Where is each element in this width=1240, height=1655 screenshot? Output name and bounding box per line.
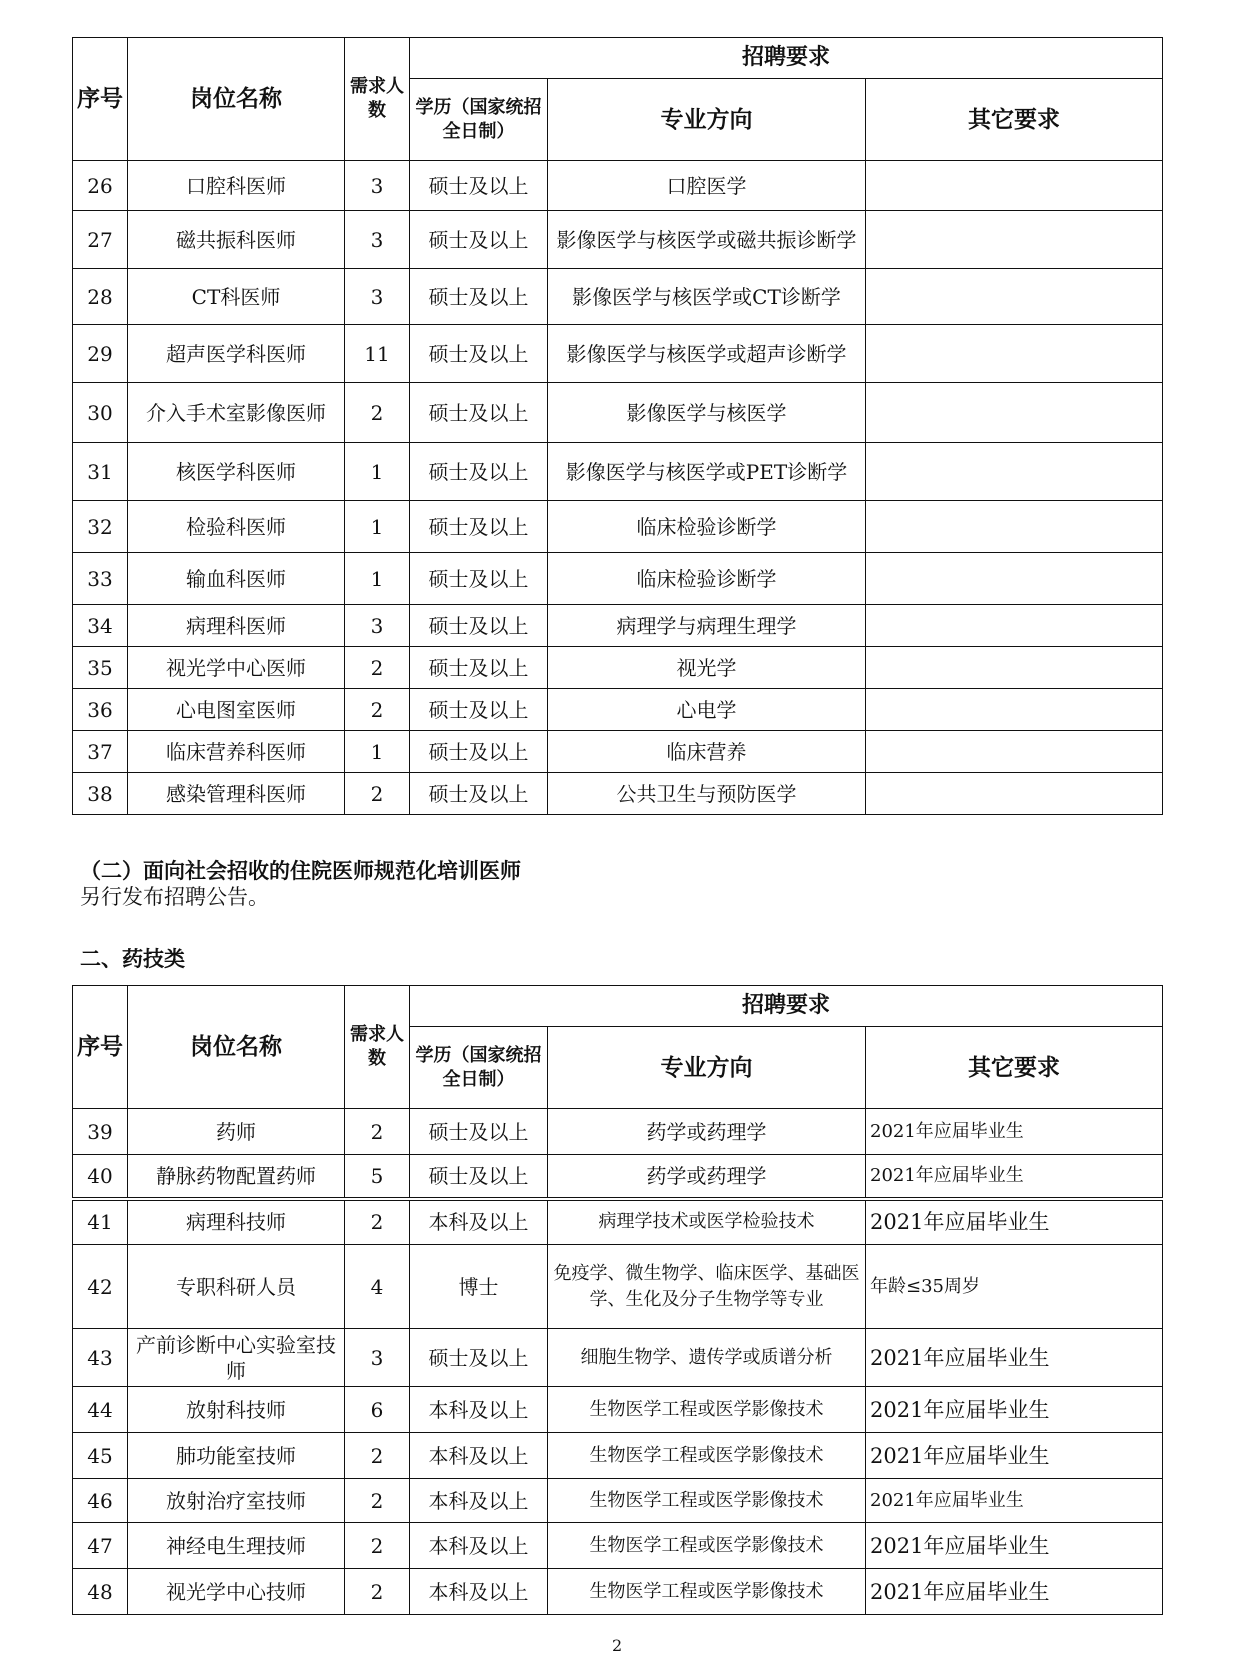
cell-seq: 29 bbox=[73, 325, 128, 383]
cell-education: 博士 bbox=[410, 1245, 548, 1329]
subsection-text: 另行发布招聘公告。 bbox=[80, 885, 269, 909]
cell-other bbox=[866, 443, 1163, 501]
cell-other bbox=[866, 553, 1163, 605]
cell-education: 硕士及以上 bbox=[410, 501, 548, 553]
cell-other bbox=[866, 325, 1163, 383]
cell-major: 生物医学工程或医学影像技术 bbox=[548, 1569, 866, 1615]
cell-other bbox=[866, 211, 1163, 269]
cell-seq: 41 bbox=[73, 1199, 128, 1245]
cell-seq: 31 bbox=[73, 443, 128, 501]
cell-major: 病理学与病理生理学 bbox=[548, 605, 866, 647]
cell-education: 硕士及以上 bbox=[410, 689, 548, 731]
cell-other bbox=[866, 773, 1163, 815]
table-row bbox=[73, 443, 1163, 501]
cell-seq: 38 bbox=[73, 773, 128, 815]
table-row bbox=[73, 1523, 1163, 1569]
cell-count: 3 bbox=[345, 211, 410, 269]
table-row bbox=[73, 211, 1163, 269]
cell-education: 硕士及以上 bbox=[410, 553, 548, 605]
table-row bbox=[73, 1433, 1163, 1479]
cell-position: 药师 bbox=[128, 1109, 345, 1155]
cell-other bbox=[866, 605, 1163, 647]
cell-position: 临床营养科医师 bbox=[128, 731, 345, 773]
cell-count: 2 bbox=[345, 1569, 410, 1615]
cell-count: 2 bbox=[345, 1109, 410, 1155]
table-row bbox=[73, 1479, 1163, 1523]
cell-education: 硕士及以上 bbox=[410, 605, 548, 647]
header-seq: 序号 bbox=[73, 38, 128, 161]
cell-major: 生物医学工程或医学影像技术 bbox=[548, 1523, 866, 1569]
cell-major: 生物医学工程或医学影像技术 bbox=[548, 1479, 866, 1523]
cell-other: 2021年应届毕业生 bbox=[866, 1199, 1163, 1245]
table-row bbox=[73, 1199, 1163, 1245]
table-row bbox=[73, 1329, 1163, 1387]
cell-count: 4 bbox=[345, 1245, 410, 1329]
cell-count: 3 bbox=[345, 1329, 410, 1387]
cell-other: 2021年应届毕业生 bbox=[866, 1155, 1163, 1199]
header-position: 岗位名称 bbox=[128, 38, 345, 161]
page-number: 2 bbox=[612, 1636, 623, 1655]
cell-count: 2 bbox=[345, 1433, 410, 1479]
cell-major: 免疫学、微生物学、临床医学、基础医学、生化及分子生物学等专业 bbox=[548, 1245, 866, 1329]
cell-major: 临床营养 bbox=[548, 731, 866, 773]
table-row bbox=[73, 1109, 1163, 1155]
cell-other bbox=[866, 269, 1163, 325]
cell-other: 2021年应届毕业生 bbox=[866, 1387, 1163, 1433]
cell-position: CT科医师 bbox=[128, 269, 345, 325]
cell-count: 2 bbox=[345, 689, 410, 731]
header-requirements: 招聘要求 bbox=[410, 986, 1163, 1027]
table-row bbox=[73, 1569, 1163, 1615]
section2-title: 二、药技类 bbox=[80, 947, 185, 971]
cell-major: 药学或药理学 bbox=[548, 1155, 866, 1199]
header-seq: 序号 bbox=[73, 986, 128, 1109]
cell-major: 公共卫生与预防医学 bbox=[548, 773, 866, 815]
cell-position: 产前诊断中心实验室技师 bbox=[128, 1329, 345, 1387]
cell-count: 3 bbox=[345, 161, 410, 211]
cell-education: 硕士及以上 bbox=[410, 1329, 548, 1387]
cell-seq: 43 bbox=[73, 1329, 128, 1387]
recruitment-table-technicians bbox=[72, 985, 1163, 1615]
table-row bbox=[73, 1245, 1163, 1329]
cell-education: 硕士及以上 bbox=[410, 1109, 548, 1155]
cell-position: 病理科技师 bbox=[128, 1199, 345, 1245]
table-row bbox=[73, 647, 1163, 689]
cell-position: 神经电生理技师 bbox=[128, 1523, 345, 1569]
cell-position: 专职科研人员 bbox=[128, 1245, 345, 1329]
cell-count: 2 bbox=[345, 1199, 410, 1245]
cell-seq: 36 bbox=[73, 689, 128, 731]
cell-position: 放射治疗室技师 bbox=[128, 1479, 345, 1523]
cell-count: 2 bbox=[345, 1479, 410, 1523]
cell-count: 1 bbox=[345, 553, 410, 605]
cell-other: 2021年应届毕业生 bbox=[866, 1433, 1163, 1479]
cell-major: 临床检验诊断学 bbox=[548, 553, 866, 605]
cell-major: 生物医学工程或医学影像技术 bbox=[548, 1433, 866, 1479]
cell-major: 临床检验诊断学 bbox=[548, 501, 866, 553]
cell-seq: 44 bbox=[73, 1387, 128, 1433]
cell-education: 本科及以上 bbox=[410, 1433, 548, 1479]
table-row bbox=[73, 383, 1163, 443]
cell-position: 输血科医师 bbox=[128, 553, 345, 605]
table-row bbox=[73, 689, 1163, 731]
cell-position: 视光学中心技师 bbox=[128, 1569, 345, 1615]
cell-count: 1 bbox=[345, 443, 410, 501]
cell-education: 硕士及以上 bbox=[410, 383, 548, 443]
cell-seq: 40 bbox=[73, 1155, 128, 1199]
cell-education: 本科及以上 bbox=[410, 1387, 548, 1433]
cell-education: 硕士及以上 bbox=[410, 647, 548, 689]
table-row bbox=[73, 605, 1163, 647]
cell-position: 检验科医师 bbox=[128, 501, 345, 553]
table-row bbox=[73, 269, 1163, 325]
cell-education: 硕士及以上 bbox=[410, 443, 548, 501]
cell-major: 心电学 bbox=[548, 689, 866, 731]
cell-count: 3 bbox=[345, 269, 410, 325]
cell-major: 视光学 bbox=[548, 647, 866, 689]
table-row bbox=[73, 553, 1163, 605]
header-other: 其它要求 bbox=[866, 79, 1163, 161]
cell-major: 影像医学与核医学或超声诊断学 bbox=[548, 325, 866, 383]
cell-other bbox=[866, 647, 1163, 689]
cell-position: 静脉药物配置药师 bbox=[128, 1155, 345, 1199]
cell-major: 病理学技术或医学检验技术 bbox=[548, 1199, 866, 1245]
cell-other bbox=[866, 501, 1163, 553]
cell-position: 心电图室医师 bbox=[128, 689, 345, 731]
cell-position: 感染管理科医师 bbox=[128, 773, 345, 815]
cell-seq: 27 bbox=[73, 211, 128, 269]
cell-position: 磁共振科医师 bbox=[128, 211, 345, 269]
cell-major: 口腔医学 bbox=[548, 161, 866, 211]
cell-major: 影像医学与核医学或磁共振诊断学 bbox=[548, 211, 866, 269]
header-major: 专业方向 bbox=[548, 79, 866, 161]
cell-major: 影像医学与核医学或PET诊断学 bbox=[548, 443, 866, 501]
cell-seq: 35 bbox=[73, 647, 128, 689]
cell-count: 2 bbox=[345, 383, 410, 443]
cell-other: 年龄≤35周岁 bbox=[866, 1245, 1163, 1329]
cell-education: 硕士及以上 bbox=[410, 731, 548, 773]
cell-major: 影像医学与核医学 bbox=[548, 383, 866, 443]
cell-education: 硕士及以上 bbox=[410, 325, 548, 383]
cell-education: 本科及以上 bbox=[410, 1199, 548, 1245]
header-requirements: 招聘要求 bbox=[410, 38, 1163, 79]
cell-other: 2021年应届毕业生 bbox=[866, 1569, 1163, 1615]
table-row bbox=[73, 731, 1163, 773]
header-count: 需求人数 bbox=[345, 38, 410, 161]
cell-seq: 37 bbox=[73, 731, 128, 773]
cell-education: 硕士及以上 bbox=[410, 773, 548, 815]
header-count: 需求人数 bbox=[345, 986, 410, 1109]
header-education: 学历（国家统招全日制） bbox=[410, 79, 548, 161]
cell-seq: 32 bbox=[73, 501, 128, 553]
cell-major: 药学或药理学 bbox=[548, 1109, 866, 1155]
cell-education: 硕士及以上 bbox=[410, 269, 548, 325]
table-row bbox=[73, 1155, 1163, 1199]
table-row bbox=[73, 325, 1163, 383]
cell-position: 放射科技师 bbox=[128, 1387, 345, 1433]
cell-other: 2021年应届毕业生 bbox=[866, 1329, 1163, 1387]
cell-count: 2 bbox=[345, 647, 410, 689]
subsection-title: （二）面向社会招收的住院医师规范化培训医师 bbox=[80, 859, 521, 883]
cell-other bbox=[866, 161, 1163, 211]
cell-education: 硕士及以上 bbox=[410, 161, 548, 211]
cell-position: 视光学中心医师 bbox=[128, 647, 345, 689]
cell-position: 肺功能室技师 bbox=[128, 1433, 345, 1479]
cell-count: 2 bbox=[345, 1523, 410, 1569]
cell-major: 生物医学工程或医学影像技术 bbox=[548, 1387, 866, 1433]
cell-seq: 34 bbox=[73, 605, 128, 647]
cell-seq: 46 bbox=[73, 1479, 128, 1523]
cell-seq: 33 bbox=[73, 553, 128, 605]
cell-position: 口腔科医师 bbox=[128, 161, 345, 211]
cell-other: 2021年应届毕业生 bbox=[866, 1479, 1163, 1523]
table-row bbox=[73, 501, 1163, 553]
cell-position: 超声医学科医师 bbox=[128, 325, 345, 383]
header-education: 学历（国家统招全日制） bbox=[410, 1027, 548, 1109]
cell-seq: 26 bbox=[73, 161, 128, 211]
cell-other bbox=[866, 731, 1163, 773]
cell-position: 介入手术室影像医师 bbox=[128, 383, 345, 443]
cell-count: 2 bbox=[345, 773, 410, 815]
cell-seq: 47 bbox=[73, 1523, 128, 1569]
cell-seq: 30 bbox=[73, 383, 128, 443]
header-position: 岗位名称 bbox=[128, 986, 345, 1109]
cell-count: 3 bbox=[345, 605, 410, 647]
cell-seq: 28 bbox=[73, 269, 128, 325]
cell-count: 11 bbox=[345, 325, 410, 383]
cell-other bbox=[866, 383, 1163, 443]
cell-count: 1 bbox=[345, 501, 410, 553]
cell-education: 硕士及以上 bbox=[410, 1155, 548, 1199]
cell-seq: 45 bbox=[73, 1433, 128, 1479]
cell-education: 本科及以上 bbox=[410, 1569, 548, 1615]
cell-seq: 42 bbox=[73, 1245, 128, 1329]
table-row bbox=[73, 161, 1163, 211]
cell-education: 硕士及以上 bbox=[410, 211, 548, 269]
table-row bbox=[73, 1387, 1163, 1433]
cell-other bbox=[866, 689, 1163, 731]
header-other: 其它要求 bbox=[866, 1027, 1163, 1109]
cell-count: 6 bbox=[345, 1387, 410, 1433]
cell-position: 核医学科医师 bbox=[128, 443, 345, 501]
cell-seq: 39 bbox=[73, 1109, 128, 1155]
header-major: 专业方向 bbox=[548, 1027, 866, 1109]
cell-education: 本科及以上 bbox=[410, 1523, 548, 1569]
cell-position: 病理科医师 bbox=[128, 605, 345, 647]
cell-major: 影像医学与核医学或CT诊断学 bbox=[548, 269, 866, 325]
cell-seq: 48 bbox=[73, 1569, 128, 1615]
recruitment-table-doctors bbox=[72, 37, 1163, 815]
cell-education: 本科及以上 bbox=[410, 1479, 548, 1523]
table-row bbox=[73, 773, 1163, 815]
cell-count: 1 bbox=[345, 731, 410, 773]
cell-count: 5 bbox=[345, 1155, 410, 1199]
cell-major: 细胞生物学、遗传学或质谱分析 bbox=[548, 1329, 866, 1387]
cell-other: 2021年应届毕业生 bbox=[866, 1523, 1163, 1569]
cell-other: 2021年应届毕业生 bbox=[866, 1109, 1163, 1155]
